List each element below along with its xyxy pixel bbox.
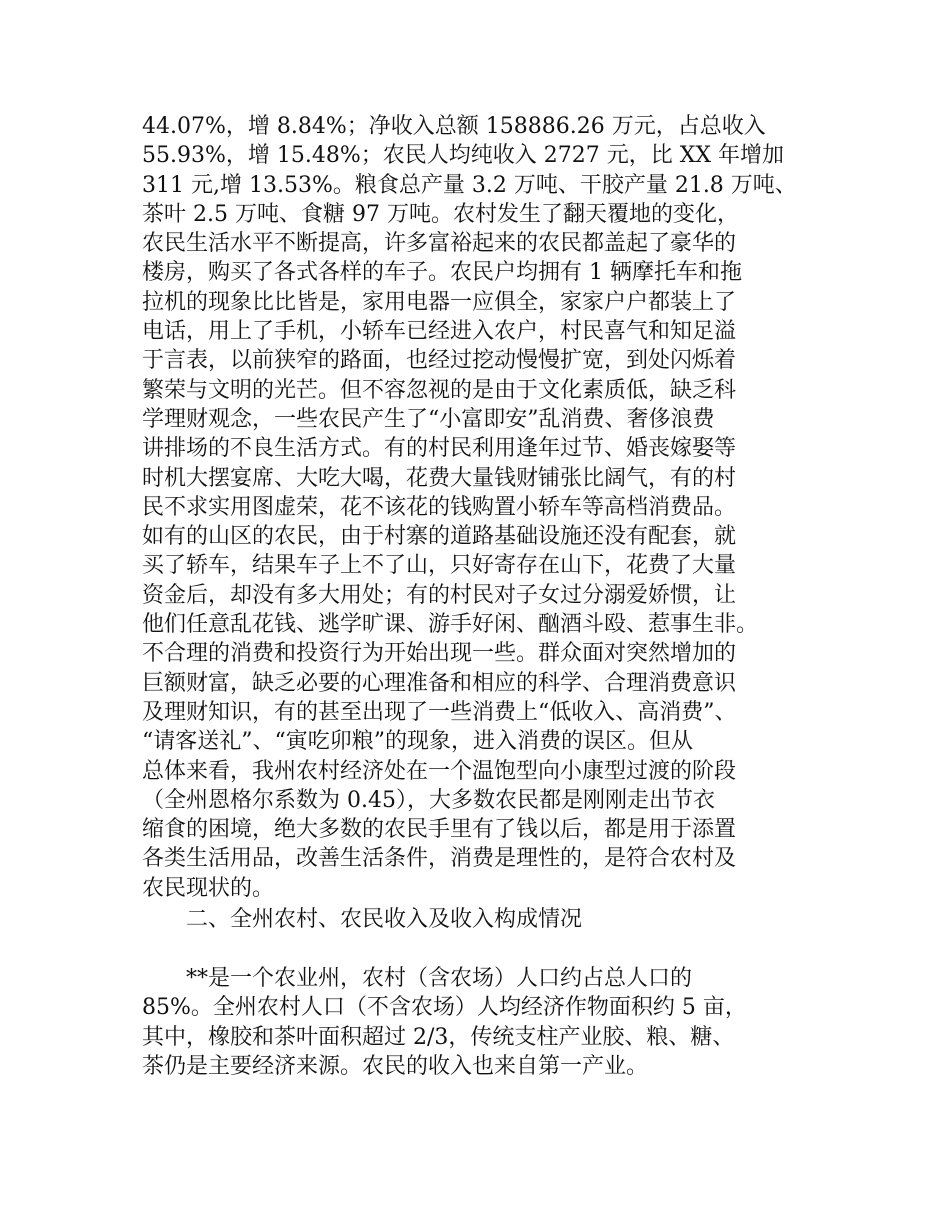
paragraph-income	[142, 964, 842, 1081]
text-line: 不合理的消费和投资行为开始出现一些。群众面对突然增加的	[142, 641, 737, 667]
text-line: 时机大摆宴席、大吃大喝，花费大量钱财铺张比阔气，有的村	[142, 465, 737, 491]
text-line: 楼房，购买了各式各样的车子。农民户均拥有 1 辆摩托车和拖	[142, 260, 742, 286]
text-line: 买了轿车，结果车子上不了山，只好寄存在山下，花费了大量	[142, 553, 737, 579]
text-line: （全州恩格尔系数为 0.45），大多数农民都是刚刚走出节衣	[142, 787, 715, 813]
text-line: 茶叶 2.5 万吨、食糖 97 万吨。农村发生了翻天覆地的变化，	[142, 201, 739, 227]
text-line: 311 元,增 13.53%。粮食总产量 3.2 万吨、干胶产量 21.8 万吨、	[142, 172, 797, 198]
text-line: 其中，橡胶和茶叶面积超过 2/3，传统支柱产业胶、粮、糖、	[142, 1024, 735, 1050]
section-heading-text: 二、全州农村、农民收入及收入构成情况	[142, 907, 583, 932]
text-line: 总体来看，我州农村经济处在一个温饱型向小康型过渡的阶段	[142, 758, 737, 784]
text-line: 及理财知识，有的甚至出现了一些消费上“低收入、高消费”、	[142, 699, 737, 725]
text-line: 学理财观念，一些农民产生了“小富即安”乱消费、奢侈浪费	[142, 406, 715, 432]
text-line: **是一个农业州，农村（含农场）人口约占总人口的	[142, 966, 693, 991]
text-line: 资金后，却没有多大用处；有的村民对子女过分溺爱娇惯，让	[142, 582, 737, 608]
text-line: 讲排场的不良生活方式。有的村民利用逢年过节、婚丧嫁娶等	[142, 436, 737, 462]
text-line: 如有的山区的农民，由于村寨的道路基础设施还没有配套，就	[142, 524, 737, 550]
text-line: 拉机的现象比比皆是，家用电器一应俱全，家家户户都装上了	[142, 289, 737, 315]
paragraph-consumption	[142, 112, 842, 903]
text-line: 于言表，以前狭窄的路面，也经过挖动慢慢扩宽，到处闪烁着	[142, 348, 737, 374]
text-line: 55.93%，增 15.48%；农民人均纯收入 2727 元，比 XX 年增加	[142, 143, 785, 169]
text-line: 缩食的困境，绝大多数的农民手里有了钱以后，都是用于添置	[142, 817, 737, 843]
section-heading	[142, 905, 842, 934]
text-line: 民不求实用图虚荣，花不该花的钱购置小轿车等高档消费品。	[142, 494, 737, 520]
text-line: “请客送礼”、“寅吃卯粮”的现象，进入消费的误区。但从	[142, 729, 693, 755]
text-line: 繁荣与文明的光芒。但不容忽视的是由于文化素质低，缺乏科	[142, 377, 737, 403]
text-line: 85%。全州农村人口（不含农场）人均经济作物面积约 5 亩，	[142, 995, 747, 1021]
text-line: 茶仍是主要经济来源。农民的收入也来自第一产业。	[142, 1053, 649, 1079]
text-line: 电话，用上了手机，小轿车已经进入农户，村民喜气和知足溢	[142, 319, 737, 345]
text-line: 各类生活用品，改善生活条件，消费是理性的，是符合农村及	[142, 846, 737, 872]
text-line: 农民现状的。	[142, 875, 275, 901]
text-line: 44.07%，增 8.84%；净收入总额 158886.26 万元，占总收入	[142, 114, 766, 139]
text-line: 农民生活水平不断提高，许多富裕起来的农民都盖起了豪华的	[142, 231, 737, 257]
text-line: 他们任意乱花钱、逃学旷课、游手好闲、酗酒斗殴、惹事生非。	[142, 612, 759, 638]
text-line: 巨额财富，缺乏必要的心理准备和相应的科学、合理消费意识	[142, 670, 737, 696]
